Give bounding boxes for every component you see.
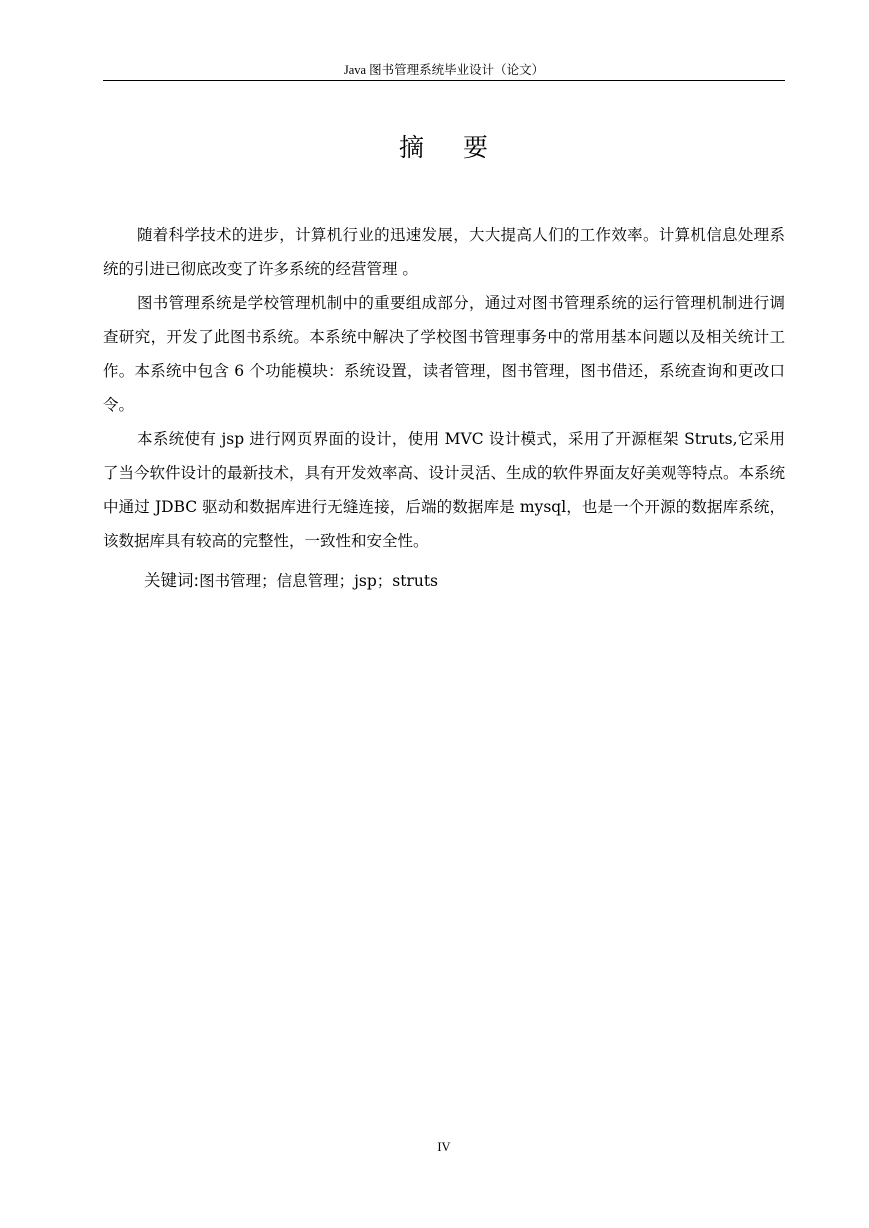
abstract-body bbox=[103, 218, 785, 558]
page-number: IV bbox=[437, 1140, 451, 1154]
running-header: Java 图书管理系统毕业设计（论文） bbox=[343, 63, 545, 77]
title-char-1: 摘 bbox=[398, 133, 425, 162]
keywords-label: 关键词: bbox=[144, 571, 200, 590]
keywords-line bbox=[144, 566, 784, 596]
keywords-values: 图书管理；信息管理；jsp；struts bbox=[199, 572, 439, 590]
header-divider bbox=[103, 80, 785, 81]
abstract-paragraph-1: 随着科学技术的进步，计算机行业的迅速发展，大大提高人们的工作效率。计算机信息处理系统的引进已彻底改变了许多系统的经营管理 。 bbox=[103, 226, 785, 278]
page-title bbox=[103, 130, 785, 166]
abstract-paragraph-3: 本系统使有 jsp 进行网页界面的设计，使用 MVC 设计模式，采用了开源框架 Struts,它采用了当今软件设计的最新技术，具有开发效率高、设计灵活、生成的软件界面友好美观等特点。本系统中通过 JDBC 驱动和数据库进行无缝连接，后端的数据库是 mysql，也是一个开源的数据库系统，该数据库具有较高的完整性，一致性和安全性。 bbox=[103, 430, 786, 550]
title-char-2: 要 bbox=[463, 133, 490, 162]
abstract-paragraph-2: 图书管理系统是学校管理机制中的重要组成部分，通过对图书管理系统的运行管理机制进行调查研究，开发了此图书系统。本系统中解决了学校图书管理事务中的常用基本问题以及相关统计工作。本系统中包含 6 个功能模块：系统设置，读者管理，图书管理，图书借还，系统查询和更改口令。 bbox=[103, 294, 785, 414]
